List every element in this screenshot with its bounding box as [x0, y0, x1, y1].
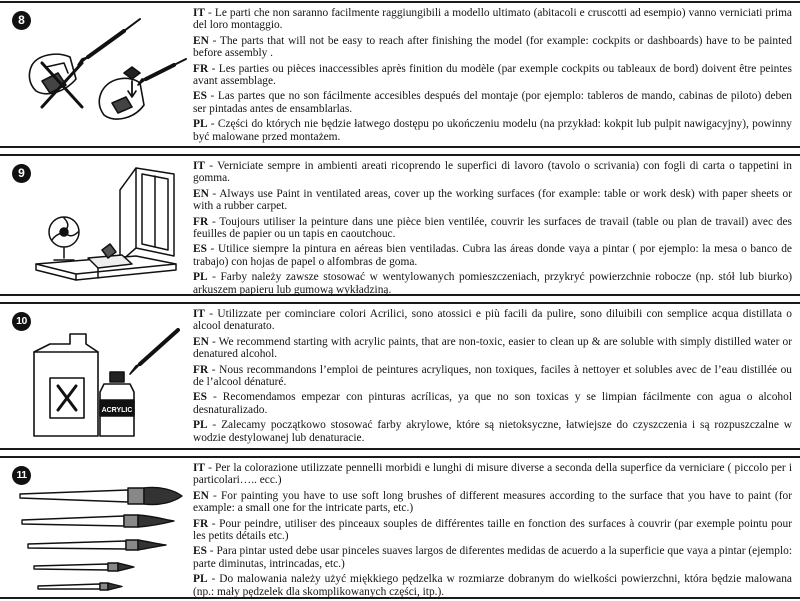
step-11-section	[0, 456, 800, 599]
paragraph-text: - Le parti che non saranno facilmente raggiungibili a modello ultimato (abitacoli e cruscotti ad esempio) vanno verniciati prima del loro montaggio.	[193, 7, 792, 32]
language-code: ES	[193, 90, 207, 103]
step-number-badge: 11	[12, 466, 31, 485]
paragraph-es	[193, 391, 792, 416]
step-number-badge: 8	[12, 11, 31, 30]
paragraph-text: - We recommend starting with acrylic paints, that are non-toxic, easier to clean up & are soluble with simply distilled water or denatured alcohol.	[193, 335, 792, 361]
language-code: EN	[193, 187, 209, 200]
paragraph-text: - Recomendamos empezar con pinturas acrílicas, ya que no son toxicas y se limpian fácilmente con agua o alcohol desnaturalizado.	[193, 391, 792, 416]
brush-painting-parts-icon	[6, 7, 190, 145]
paragraph-text: - For painting you have to use soft long brushes of different measures according to the surface that you have to paint (for example: a small one for the intricate parts, etc.)	[193, 489, 792, 515]
language-code: EN	[193, 34, 209, 47]
language-code: PL	[193, 271, 208, 284]
language-code: IT	[193, 7, 206, 19]
paragraph-text: - Verniciate sempre in ambienti areati ricoprendo le superfici di lavoro (tavolo o scrivania) con fogli di carta o tappetini in gomma.	[193, 160, 792, 185]
paragraph-text: - Części do których nie będzie łatwego dostępu po ukończeniu modelu (na przykład: kokpit lub pulpit nawigacyjny), powinny być malowane przed montażem.	[193, 118, 792, 143]
step-number-badge: 9	[12, 164, 31, 183]
paragraph-fr	[193, 216, 792, 241]
paragraph-pl	[193, 118, 792, 143]
language-code: FR	[193, 62, 209, 75]
brush-set-icon	[6, 462, 190, 596]
paragraph-text: - Utilice siempre la pintura en aéreas bien ventiladas. Cubra las áreas donde vaya a pintar ( por ejemplo: la mesa o banco de trabajo) con hojas de papel o alfombras de goma.	[193, 243, 792, 268]
paragraph-pl	[193, 573, 792, 598]
step-8-text	[193, 7, 792, 146]
paragraph-es	[193, 243, 792, 268]
language-code: FR	[193, 517, 209, 530]
language-code: PL	[193, 573, 208, 586]
language-code: EN	[193, 489, 209, 502]
step-10-text	[193, 308, 792, 447]
paragraph-en	[193, 490, 792, 515]
paragraph-text: - The parts that will not be easy to reach after finishing the model (for example: cockpits or dashboards) have to be painted before assembly .	[193, 34, 792, 60]
paragraph-text: - Zalecamy początkowo stosować farby akrylowe, które są nietoksyczne, łatwiejsze do czyszczenia i są rozpuszczalne w wodzie destylowanej lub denaturacie.	[193, 419, 792, 444]
paragraph-pl	[193, 271, 792, 296]
paragraph-text: - Toujours utiliser la peinture dans une pièce bien ventilée, couvrir les surfaces de travail (table ou plan de travail) avec des feuilles de papier ou un tapis en caoutchouc.	[193, 215, 792, 241]
step-8-section	[0, 1, 800, 148]
paragraph-en	[193, 336, 792, 361]
language-code: IT	[193, 308, 206, 320]
paragraph-it	[193, 7, 792, 32]
language-code: PL	[193, 419, 208, 432]
paragraph-it	[193, 160, 792, 185]
language-code: ES	[193, 243, 207, 256]
step-9-section	[0, 154, 800, 296]
paragraph-text: - Les parties ou pièces inaccessibles après finition du modèle (par exemple cockpits ou tableaux de bord) doivent être peintes avant assemblage.	[193, 62, 792, 88]
language-code: FR	[193, 363, 209, 376]
paragraph-text: - Farby należy zawsze stosować w wentylowanych pomieszczeniach, przykryć powierzchnie robocze (np. stół lub biurko) arkuszem papieru lub gumową wykładziną.	[193, 271, 792, 296]
paragraph-text: - Utilizzate per cominciare colori Acrilici, sono atossici e più facili da pulire, sono diluibili con semplice acqua distillata o alcool denaturato.	[193, 308, 792, 333]
step-9-text	[193, 160, 792, 299]
paragraph-text: - Para pintar usted debe usar pinceles suaves largos de diferentes medidas de acuerdo a la superficie que vaya a pintar (ejemplo: parte diminutas, intrincadas, etc.)	[193, 545, 792, 570]
paragraph-en	[193, 188, 792, 213]
language-code: IT	[193, 462, 206, 474]
paragraph-es	[193, 90, 792, 115]
paragraph-text: - Always use Paint in ventilated areas, cover up the working surfaces (for example: table or work desk) with paper sheets or with a rubber carpet.	[193, 187, 792, 213]
bottle-label: ACRYLIC	[101, 407, 133, 414]
paragraph-fr	[193, 518, 792, 543]
language-code: PL	[193, 118, 208, 131]
step-number-badge: 10	[12, 312, 31, 331]
paragraph-fr	[193, 364, 792, 389]
language-code: ES	[193, 391, 207, 404]
acrylic-paint-bottles-icon	[6, 308, 190, 446]
language-code: ES	[193, 545, 207, 558]
step-10-section	[0, 302, 800, 450]
paragraph-text: - Las partes que no son fácilmente accesibles después del montaje (por ejemplo: tableros de mando, cabinas de piloto) deben ser pintadas antes de ensamblarlas.	[193, 90, 792, 115]
paragraph-text: - Per la colorazione utilizzate pennelli morbidi e lunghi di misure diverse a seconda della superfice da verniciare ( piccolo per i particolari….. ecc.)	[193, 462, 792, 487]
paragraph-text: - Pour peindre, utiliser des pinceaux souples de différentes taille en fonction des surfaces à couvrir (par exemple pointu pour les petits détails etc.)	[193, 517, 792, 543]
ventilated-room-icon	[6, 160, 190, 292]
language-code: FR	[193, 215, 209, 228]
paragraph-es	[193, 545, 792, 570]
paragraph-text: - Do malowania należy użyć miękkiego pędzelka w rozmiarze dobranym do wielkości powierzchni, która będzie malowana (np.: mały pędzelek dla skomplikowanych części, itp.).	[193, 573, 792, 598]
step-11-text	[193, 462, 792, 601]
paragraph-text: - Nous recommandons l’emploi de peintures acryliques, non toxiques, faciles à nettoyer et solubles avec de l’eau distillée ou de l’alcool dénaturé.	[193, 363, 792, 389]
paragraph-it	[193, 308, 792, 333]
language-code: IT	[193, 160, 206, 172]
paragraph-en	[193, 35, 792, 60]
language-code: EN	[193, 335, 209, 348]
paragraph-fr	[193, 63, 792, 88]
paragraph-it	[193, 462, 792, 487]
paragraph-pl	[193, 419, 792, 444]
